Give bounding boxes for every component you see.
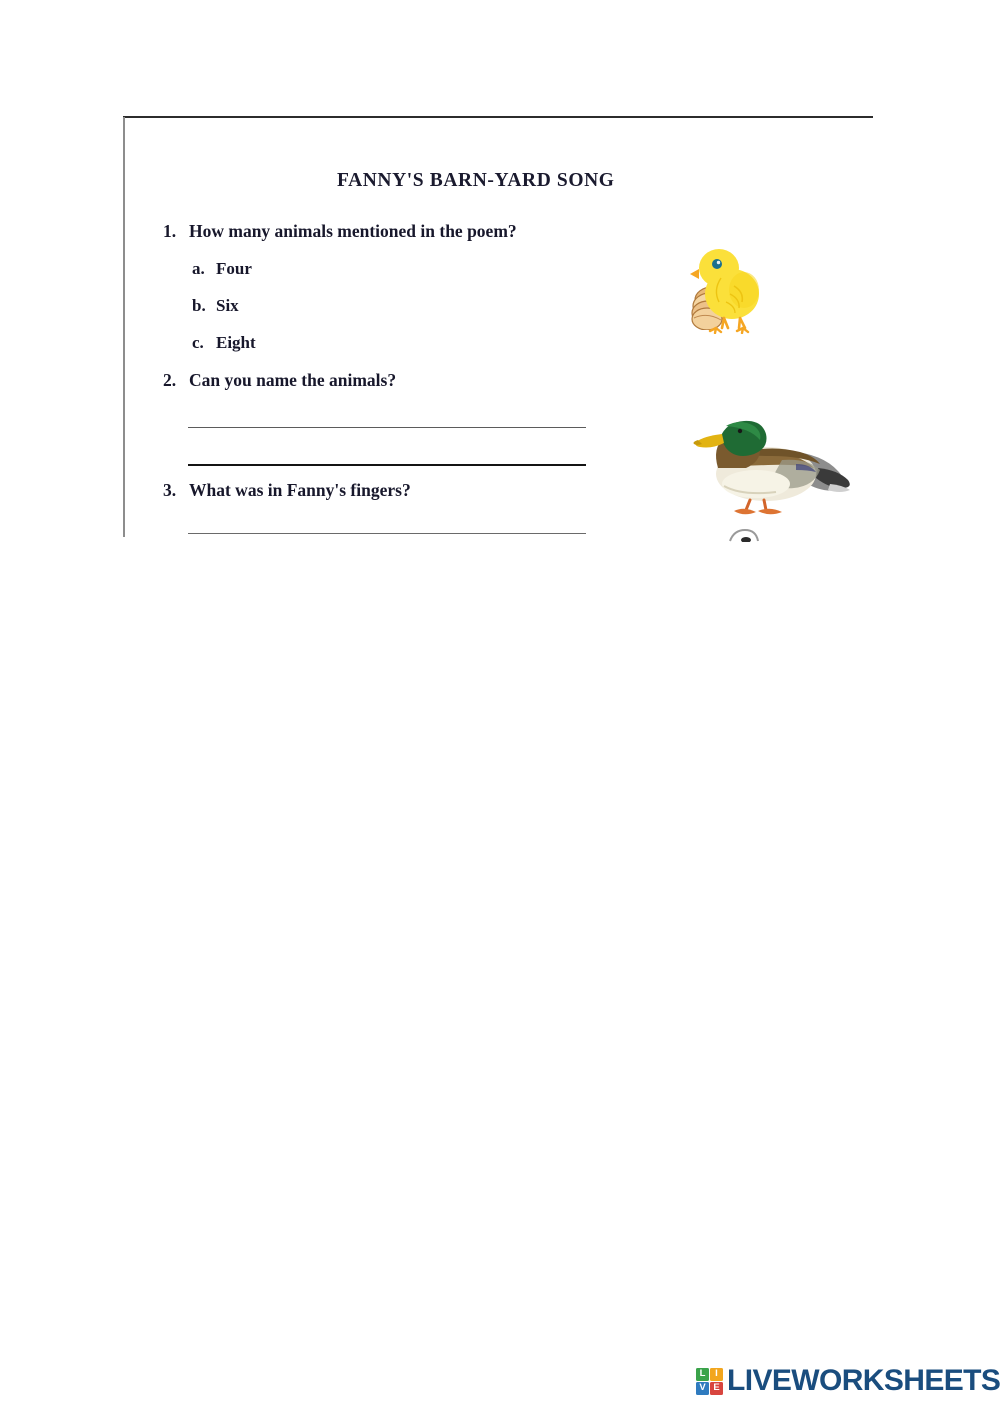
question-3-number: 3.: [163, 480, 177, 500]
option-a-label: Four: [216, 259, 252, 278]
worksheet-frame-left-rule: [123, 117, 125, 537]
logo-tile-l: L: [696, 1368, 709, 1381]
answer-line-3[interactable]: [188, 533, 586, 534]
question-2: [163, 370, 396, 391]
page-title: FANNY'S BARN-YARD SONG: [337, 170, 615, 191]
liveworksheets-logo: [696, 1366, 1000, 1396]
option-c-letter: c.: [192, 333, 204, 352]
duck-illustration: [678, 412, 858, 522]
option-b-letter: b.: [192, 296, 206, 315]
option-b[interactable]: [192, 296, 239, 316]
liveworksheets-logo-mark: [696, 1368, 723, 1395]
option-b-label: Six: [216, 296, 239, 315]
answer-line-2[interactable]: [188, 464, 586, 466]
logo-tile-e: E: [710, 1382, 723, 1395]
question-2-text: Can you name the animals?: [189, 370, 397, 390]
answer-line-1[interactable]: [188, 427, 586, 428]
question-1: [163, 221, 517, 242]
option-a-letter: a.: [192, 259, 205, 278]
worksheet-frame-top-rule: [123, 116, 873, 118]
logo-tile-v: V: [696, 1382, 709, 1395]
logo-tile-i: I: [710, 1368, 723, 1381]
liveworksheets-wordmark: LIVEWORKSHEETS: [727, 1364, 1000, 1397]
question-1-number: 1.: [163, 221, 177, 241]
question-1-text: How many animals mentioned in the poem?: [189, 221, 517, 241]
question-2-number: 2.: [163, 370, 177, 390]
option-a[interactable]: [192, 259, 252, 279]
question-3-text: What was in Fanny's fingers?: [189, 480, 411, 500]
chick-illustration: [688, 242, 768, 334]
option-c[interactable]: [192, 333, 256, 353]
clipped-illustration: [726, 528, 762, 542]
question-3: [163, 480, 411, 501]
option-c-label: Eight: [216, 333, 256, 352]
